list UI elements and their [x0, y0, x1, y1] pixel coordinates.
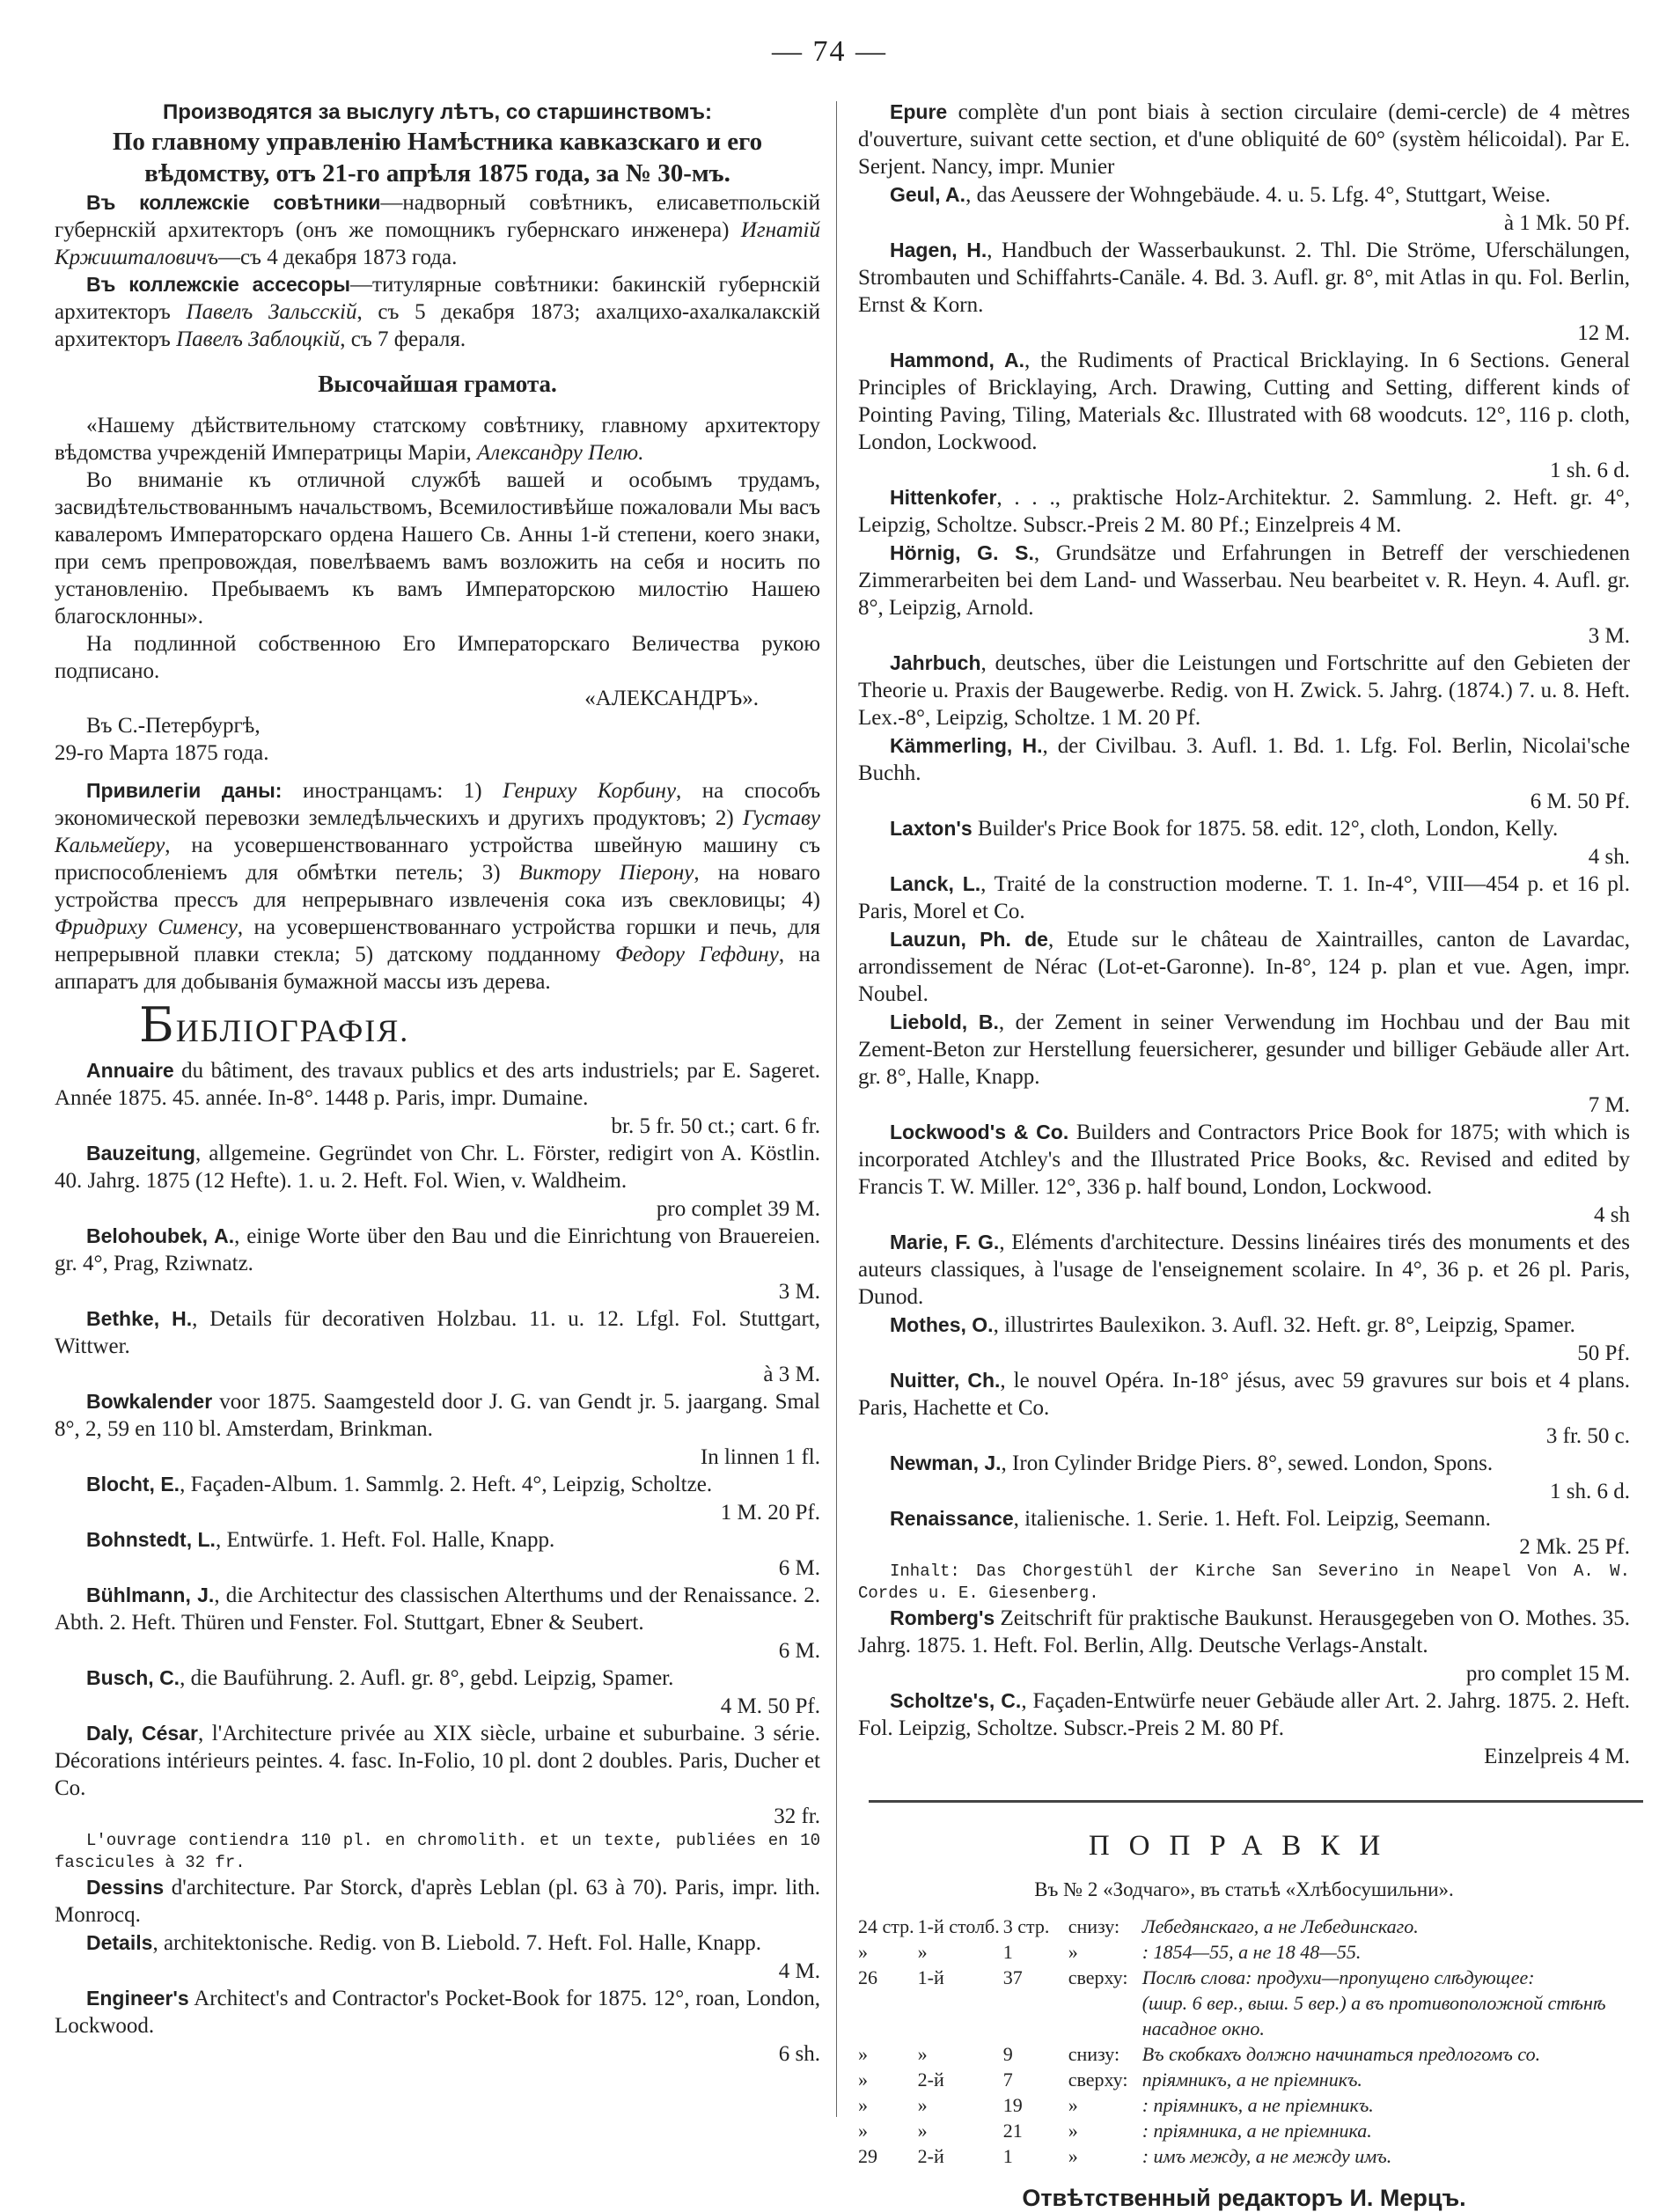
bibliography-list-right	[858, 99, 1630, 1770]
entry-price: 4 sh	[1594, 1203, 1630, 1227]
entry-text: Zeitschrift für praktische Baukunst. Herausgegeben von O. Mothes. 35. Jahrg. 1875. 1. Heft. Fol. Berlin, Allg. Deutsche Verlags-Anstalt.	[858, 1606, 1630, 1657]
bibliography-entry	[858, 1119, 1630, 1201]
bibliography-entry	[858, 347, 1630, 456]
promotion-rank-2: Въ коллежскіе ассесоры	[86, 273, 351, 296]
entry-title: Newman, J.	[890, 1451, 1002, 1474]
entry-price: br. 5 fr. 50 ct.; cart. 6 fr.	[611, 1114, 820, 1138]
entry-title: Hörnig, G. S.	[890, 541, 1034, 564]
entry-title: Jahrbuch	[890, 651, 981, 674]
person-name: Густаву Кальмейеру	[55, 806, 820, 857]
entry-title: Bauzeitung	[86, 1142, 195, 1165]
privileges-label: Привилегіи даны:	[86, 779, 283, 802]
correction-text: пріямникъ, а не пріемникъ.	[1141, 2069, 1362, 2091]
bibliography-entry	[858, 815, 1630, 842]
correction-column: 1-й столб.	[917, 1915, 1000, 1937]
correction-text: : пріямникъ, а не пріемникъ.	[1141, 2094, 1374, 2116]
entry-price: pro complet 15 M.	[1465, 1662, 1630, 1686]
entry-price: 6 M.	[778, 1556, 820, 1580]
bibliography-initial: Б	[139, 997, 176, 1053]
bibliography-entry	[55, 1665, 820, 1692]
correction-text: (шир. 6 вер., выш. 5 вер.) а въ противоположной стѣнѣ насадное окно.	[1141, 1992, 1606, 2039]
correction-line: 19	[1002, 2094, 1023, 2116]
person-name: Федору Гефдину	[615, 943, 779, 966]
person-name: Фридриху Сименсу	[55, 915, 238, 939]
entry-price: 7 M.	[1588, 1093, 1630, 1117]
bibliography-heading-text: ИБЛІОГРАФІЯ.	[175, 1013, 410, 1048]
entry-text: , das Aeussere der Wohngebäude. 4. u. 5. Lfg. 4°, Stuttgart, Weise.	[965, 183, 1551, 207]
correction-row	[856, 1914, 1613, 1939]
entry-price: 4 M. 50 Pf.	[720, 1694, 820, 1718]
correction-page: 24 стр.	[858, 1915, 914, 1937]
promotion-rank-1: Въ коллежскіе совѣтники	[86, 191, 381, 214]
entry-price: 1 sh. 6 d.	[1550, 1480, 1630, 1503]
entry-price: pro complet 39 M.	[656, 1197, 820, 1221]
entry-text: , italienische. 1. Serie. 1. Heft. Fol. Leipzig, Seemann.	[1013, 1507, 1491, 1531]
entry-title: Bowkalender	[86, 1390, 213, 1413]
correction-text: : 1854—55, а не 18 48—55.	[1141, 1941, 1362, 1963]
entry-text: , l'Architecture privée au XIX siècle, urbaine et suburbaine. 3 série. Décorations intérieurs peintes. 4. fasc. In-Folio, 10 pl. dont 2 doubles. Paris, Ducher et Co.	[55, 1722, 821, 1800]
correction-line: 3 стр.	[1002, 1915, 1050, 1937]
correction-direction: сверху:	[1068, 2069, 1128, 2091]
bibliography-entry	[858, 237, 1630, 319]
correction-column: »	[917, 1941, 928, 1963]
entry-text: , illustrirtes Baulexikon. 3. Aufl. 32. Heft. gr. 8°, Leipzig, Spamer.	[993, 1313, 1575, 1337]
entry-note: L'ouvrage contiendra 110 pl. en chromolith. et un texte, publiées en 10 fascicules à 32 fr.	[55, 1831, 820, 1872]
correction-line: 21	[1002, 2120, 1023, 2142]
correction-line	[1002, 1990, 1067, 2041]
entry-title: Hagen, H.	[890, 239, 987, 261]
correction-column	[916, 1990, 1002, 2041]
entry-text: , le nouvel Opéra. In-18° jésus, avec 59 gravures sur bois et 4 plans. Paris, Hachette et Co.	[858, 1369, 1630, 1420]
entry-title: Scholtze's, C.	[890, 1689, 1022, 1712]
entry-title: Blocht, E.	[86, 1473, 180, 1495]
entry-title: Marie, F. G.	[890, 1231, 1000, 1253]
entry-text: , Etude sur le château de Xaintrailles, canton de Lavardac, arrondissement de Nérac (Lot-et-Garonne). In-8°, 124 p. plan et vue. Agen, impr. Noubel.	[858, 928, 1631, 1006]
bibliography-entry	[55, 1388, 820, 1443]
entry-text: , allgemeine. Gegründet von Chr. L. Förster, redigirt von A. Köstlin. 40. Jahrg. 1875 (12 Hefte). 1. u. 2. Heft. Fol. Wien, v. Waldheim.	[55, 1142, 820, 1193]
bibliography-heading	[139, 997, 820, 1053]
entry-text: , Entwürfe. 1. Heft. Fol. Halle, Knapp.	[215, 1528, 555, 1552]
correction-line: 1	[1002, 1941, 1013, 1963]
bibliography-list-left	[55, 1057, 820, 2068]
entry-text: , Grundsätze und Erfahrungen in Betreff der verschiedenen Zimmerarbeiten bei dem Land- und Wasserbau. Neu bearbeitet v. R. Heyn. 4. Aufl. gr. 8°, Leipzig, Arnold.	[858, 541, 1631, 620]
entry-text: , Handbuch der Wasserbaukunst. 2. Thl. Die Ströme, Uferschälungen, Strombauten und Schiffahrts-Canäle. 4. Bd. 3. Aufl. gr. 8°, mit Atlas in qu. Fol. Berlin, Ernst & Korn.	[858, 239, 1630, 317]
gramota-paragraph-3: На подлинной собственною Его Императорскаго Величества рукою подписано.	[55, 632, 820, 683]
promotion-department: По главному управленію Намѣстника кавказскаго и его вѣдомству, отъ 21-го апрѣля 1875 года, за № 30-мъ.	[112, 128, 763, 187]
entry-price: 50 Pf.	[1577, 1341, 1630, 1365]
promotion-header: Производятся за выслугу лѣтъ, со старшинствомъ:	[162, 100, 713, 124]
entry-title: Engineer's	[86, 1987, 189, 2010]
entry-text: , Façaden-Album. 1. Sammlg. 2. Heft. 4°, Leipzig, Scholtze.	[180, 1473, 713, 1496]
correction-page: »	[858, 1941, 868, 1963]
entry-text: , architektonische. Redig. von B. Liebold. 7. Heft. Fol. Halle, Knapp.	[152, 1931, 761, 1955]
section-rule	[869, 1800, 1643, 1803]
entry-title: Bohnstedt, L.	[86, 1528, 216, 1551]
bibliography-entry	[858, 1367, 1630, 1422]
entry-text: du bâtiment, des travaux publics et des arts industriels; par E. Sageret. Année 1875. 45. année. In-8°. 1448 p. Paris, impr. Dumaine.	[55, 1059, 820, 1110]
entry-text: complète d'un pont biais à section circulaire (demi-cercle) de 4 mètres d'ouverture, suivant cette section, et d'une obliquité de 60° (systèm hélicoidal). Par E. Serjent. Nancy, impr. Munier	[858, 100, 1630, 179]
correction-row	[856, 1990, 1613, 2041]
bibliography-entry	[858, 1450, 1630, 1477]
bibliography-entry	[858, 1505, 1630, 1532]
entry-title: Romberg's	[890, 1606, 995, 1629]
person-name: Павелъ Зальсскій	[186, 300, 357, 324]
entry-title: Belohoubek, A.	[86, 1224, 235, 1247]
bibliography-entry	[858, 540, 1630, 621]
correction-column: »	[917, 2043, 928, 2065]
entry-text: voor 1875. Saamgesteld door J. G. van Gendt jr. 5. jaargang. Smal 8°, 2, 59 en 110 bl. Amsterdam, Brinkman.	[55, 1390, 820, 1441]
gramota-date: 29-го Марта 1875 года.	[55, 741, 269, 765]
entry-price: 3 M.	[1588, 624, 1630, 648]
entry-title: Details	[86, 1931, 153, 1954]
page-number: — 74 —	[772, 35, 887, 68]
gramota-signature: «АЛЕКСАНДРЪ».	[584, 687, 759, 710]
corrections-subtitle: Въ № 2 «Зодчаго», въ статьѣ «Хлѣбосушильни».	[1034, 1878, 1454, 1900]
bibliography-entry	[55, 1471, 820, 1498]
entry-price: 3 M.	[778, 1280, 820, 1304]
correction-row	[856, 2092, 1613, 2118]
gramota-place: Въ С.-Петербургѣ,	[86, 714, 261, 738]
privileges-paragraph: Привилегіи даны: иностранцамъ: 1) Генриху Корбину, на способъ экономической перевозки земледѣльческихъ и другихъ продуктовъ; 2) Густаву Кальмейеру, на усовершенствованнаго устройства швейную машину съ приспособленіемъ для обмѣтки петель; 3) Виктору Піерону, на новаго устройства прессъ для непрерывнаго извлеченія сока изъ свекловицы; 4) Фридриху Сименсу, на усовершенствованнаго устройства горшки и печь, для непрерывной плавки стекла; 5) датскому подданному Федору Гефдину, на аппаратъ для добыванія бумажной массы изъ дерева.	[55, 779, 821, 994]
entry-text: , Details für decorativen Holzbau. 11. u. 12. Lfgl. Fol. Stuttgart, Wittwer.	[55, 1307, 820, 1358]
entry-title: Bühlmann, J.	[86, 1584, 215, 1606]
entry-title: Lauzun, Ph. de	[890, 928, 1048, 951]
entry-text: , Traité de la construction moderne. T. 1. In-4°, VIII—454 p. et 16 pl. Paris, Morel et Co.	[858, 872, 1630, 923]
entry-title: Hittenkofer	[890, 486, 997, 509]
right-column	[858, 99, 1630, 2212]
entry-title: Lanck, L.	[890, 872, 981, 895]
entry-price: 4 sh.	[1588, 845, 1630, 869]
entry-text: Builders and Contractors Price Book for 1875; with which is incorporated Atchley's and the Illustrated Price Books, &c. Revised and edited by Francis T. W. Miller. 12°, 336 p. half bound, London, Lockwood.	[858, 1121, 1630, 1199]
entry-price: 6 sh.	[778, 2042, 820, 2066]
entry-title: Annuaire	[86, 1059, 174, 1082]
entry-title: Laxton's	[890, 817, 973, 840]
entry-price: 6 M.	[778, 1639, 820, 1663]
gramota-title: Высочайшая грамота.	[318, 371, 557, 397]
person-name: Александру Пелю.	[476, 441, 644, 465]
correction-page: »	[858, 2043, 868, 2065]
promotion-paragraph-1: Въ коллежскіе совѣтники—надворный совѣтникъ, елисаветпольскій губернскій архитекторъ (онъ же помощникъ губернскаго инженера) Игнатій Кржишталовичъ—съ 4 декабря 1873 года.	[55, 191, 821, 269]
bibliography-entry	[858, 1312, 1630, 1339]
entry-text: , die Bauführung. 2. Aufl. gr. 8°, gebd. Leipzig, Spamer.	[180, 1666, 674, 1690]
correction-page: 26	[858, 1966, 877, 1988]
correction-row	[856, 2143, 1613, 2169]
bibliography-entry	[858, 1687, 1630, 1742]
correction-line: 7	[1002, 2069, 1013, 2091]
correction-direction: снизу:	[1068, 1915, 1120, 1937]
entry-title: Nuitter, Ch.	[890, 1369, 1001, 1392]
person-name: Игнатій Кржишталовичъ	[55, 218, 821, 269]
bibliography-entry	[858, 484, 1630, 539]
correction-row	[856, 2067, 1613, 2092]
correction-column: »	[917, 2094, 928, 2116]
bibliography-entry	[858, 1229, 1630, 1311]
bibliography-entry	[55, 1223, 820, 1277]
correction-text: Послѣ слова: продухи—пропущено слѣдующее:	[1141, 1966, 1535, 1988]
entry-text: Architect's and Contractor's Pocket-Book for 1875. 12°, roan, London, Lockwood.	[55, 1987, 820, 2038]
editor-signature: Отвѣтственный редакторъ И. Мерцъ.	[1022, 2185, 1466, 2211]
entry-price: 2 Mk. 25 Pf.	[1519, 1535, 1630, 1559]
entry-text: , die Architectur des classischen Alterthums und der Renaissance. 2. Abth. 2. Heft. Thüren und Fenster. Fol. Stuttgart, Ebner & Seubert.	[55, 1584, 820, 1635]
entry-text: d'architecture. Par Storck, d'après Leblan (pl. 63 à 70). Paris, impr. lith. Monrocq.	[55, 1876, 820, 1927]
correction-text: Лебедянскаго, а не Лебединскаго.	[1141, 1915, 1419, 1937]
entry-title: Dessins	[86, 1876, 165, 1899]
correction-text: : имъ между, а не между имъ.	[1141, 2145, 1392, 2167]
gramota-paragraph-1: «Нашему дѣйствительному статскому совѣтнику, главному архитектору вѣдомства учрежденій Императрицы Маріи, Александру Пелю.	[55, 414, 820, 465]
entry-title: Liebold, B.	[890, 1010, 999, 1033]
entry-title: Busch, C.	[86, 1666, 180, 1689]
bibliography-entry	[858, 926, 1630, 1008]
bibliography-entry	[55, 1582, 820, 1636]
correction-direction	[1067, 1990, 1141, 2041]
person-name: Виктору Піерону	[518, 861, 694, 885]
bibliography-entry	[55, 1526, 820, 1554]
correction-direction: »	[1068, 2120, 1078, 2142]
entry-title: Mothes, O.	[890, 1313, 994, 1336]
entry-text: , deutsches, über die Leistungen und Fortschritte auf den Gebieten der Theorie u. Praxis der Baugewerbe. Redig. von H. Zwick. 5. Jahrg. (1874.) 7. u. 8. Heft. Lex.-8°, Leipzig, Scholtze. 1 M. 20 Pf.	[858, 651, 1630, 730]
correction-direction: снизу:	[1068, 2043, 1120, 2065]
correction-page: 29	[858, 2145, 877, 2167]
entry-price: 6 M. 50 Pf.	[1530, 790, 1630, 813]
correction-page: »	[858, 2120, 868, 2142]
entry-price: 4 M.	[778, 1959, 820, 1983]
bibliography-entry	[858, 732, 1630, 787]
bibliography-entry	[858, 99, 1630, 180]
entry-title: Hammond, A.	[890, 349, 1025, 371]
correction-text: Въ скобкахъ должно начинаться предлогомъ со.	[1141, 2043, 1541, 2065]
correction-line: 9	[1002, 2043, 1013, 2065]
correction-column: 2-й	[917, 2069, 944, 2091]
entry-title: Epure	[890, 100, 948, 123]
entry-text: , Eléments d'architecture. Dessins linéaires tirés des monuments et des auteurs classiques, à l'usage de l'enseignement scolaire. In 4°, 36 p. et 26 pl. Paris, Dunod.	[858, 1231, 1630, 1309]
entry-price: à 3 M.	[763, 1363, 820, 1386]
entry-text: , Iron Cylinder Bridge Piers. 8°, sewed. London, Spons.	[1001, 1451, 1494, 1475]
entry-price: 12 M.	[1577, 321, 1630, 345]
correction-direction: »	[1068, 2145, 1078, 2167]
bibliography-entry	[858, 871, 1630, 925]
correction-row	[856, 1939, 1613, 1965]
correction-line: 37	[1002, 1966, 1023, 1988]
correction-direction: »	[1068, 1941, 1078, 1963]
correction-direction: »	[1068, 2094, 1078, 2116]
entry-price: Einzelpreis 4 M.	[1484, 1745, 1630, 1768]
entry-price: In linnen 1 fl.	[700, 1445, 820, 1469]
column-divider	[836, 101, 837, 2117]
entry-price: 32 fr.	[774, 1804, 820, 1828]
bibliography-entry	[55, 1874, 820, 1929]
entry-title: Geul, A.	[890, 183, 966, 206]
bibliography-entry	[858, 181, 1630, 209]
correction-line: 1	[1002, 2145, 1013, 2167]
correction-text: : пріямника, а не пріемника.	[1141, 2120, 1372, 2142]
left-column	[55, 99, 820, 2068]
gramota-paragraph-2: Во вниманіе къ отличной службѣ вашей и особымъ трудамъ, засвидѣтельствованнымъ начальствомъ, Всемилостивѣйше пожаловали Мы васъ кавалеромъ Императорскаго ордена Нашего Св. Анны 1-й степени, коего знаки, при семъ препровождая, повелѣваемъ вамъ возложить на себя и носить по установленію. Пребываемъ къ вамъ Императорскою милостію Нашею благосклонны».	[55, 468, 820, 628]
person-name: Павелъ Заблоцкій	[176, 327, 341, 351]
correction-row	[856, 2041, 1613, 2067]
entry-price: 1 sh. 6 d.	[1550, 459, 1630, 482]
bibliography-entry	[55, 1720, 820, 1802]
correction-column: 2-й	[917, 2145, 944, 2167]
entry-text: Builder's Price Book for 1875. 58. edit. 12°, cloth, London, Kelly.	[972, 817, 1559, 841]
bibliography-entry	[55, 1057, 820, 1112]
correction-column: 1-й	[917, 1966, 944, 1988]
entry-price: 3 fr. 50 c.	[1545, 1424, 1630, 1448]
correction-page: »	[858, 2069, 868, 2091]
person-name: Генриху Корбину	[503, 779, 677, 803]
correction-column: »	[917, 2120, 928, 2142]
correction-row	[856, 1965, 1613, 1990]
entry-title: Bethke, H.	[86, 1307, 193, 1330]
promotion-paragraph-2: Въ коллежскіе ассесоры—титулярные совѣтники: бакинскій губернскій архитекторъ Павелъ Зальсскій, съ 5 декабря 1873; ахалцихо-ахалкалакскій архитекторъ Павелъ Заблоцкій, съ 7 фераля.	[55, 273, 820, 351]
entry-price: 1 M. 20 Pf.	[720, 1501, 820, 1525]
bibliography-entry	[55, 1929, 820, 1957]
entry-text: , der Civilbau. 3. Aufl. 1. Bd. 1. Lfg. Fol. Berlin, Nicolai'sche Buchh.	[858, 734, 1630, 785]
entry-title: Kämmerling, H.	[890, 734, 1043, 757]
entry-title: Daly, César	[86, 1722, 198, 1745]
entry-text: , der Zement in seiner Verwendung im Hochbau und der Bau mit Zement-Beton zur Herstellung feuersicherer, gesunder und billiger Gebäude aller Art. gr. 8°, Halle, Knapp.	[858, 1010, 1630, 1089]
entry-text: , . . ., praktische Holz-Architektur. 2. Sammlung. 2. Heft. gr. 4°, Leipzig, Scholtze. Subscr.-Preis 2 M. 80 Pf.; Einzelpreis 4 M.	[858, 486, 1630, 537]
entry-note: Inhalt: Das Chorgestühl der Kirche San Severino in Neapel Von A. W. Cordes u. E. Giesenberg.	[858, 1562, 1630, 1603]
bibliography-entry	[55, 1985, 820, 2039]
bibliography-entry	[55, 1140, 820, 1194]
bibliography-entry	[55, 1305, 820, 1360]
entry-text: , the Rudiments of Practical Bricklaying. In 6 Sections. General Principles of Bricklaying, Arch. Drawing, Cutting and Setting, different kinds of Pointing Paving, Tiling, Materials &c. Illustrated with 68 woodcuts. 12°, 116 p. cloth, London, Lockwood.	[858, 349, 1630, 454]
bibliography-entry	[858, 650, 1630, 731]
entry-text: , Façaden-Entwürfe neuer Gebäude aller Art. 2. Jahrg. 1875. 2. Heft. Fol. Leipzig, Scholtze. Subscr.-Preis 2 M. 80 Pf.	[858, 1689, 1630, 1740]
bibliography-entry	[858, 1009, 1630, 1091]
entry-title: Renaissance	[890, 1507, 1014, 1530]
entry-price: à 1 Mk. 50 Pf.	[1503, 211, 1630, 235]
entry-title: Lockwood's & Co.	[890, 1121, 1069, 1143]
entry-text: , einige Worte über den Bau und die Einrichtung von Brauereien. gr. 4°, Prag, Rziwnatz.	[55, 1224, 820, 1275]
corrections-table	[856, 1914, 1613, 2169]
corrections-title: ПОПРАВКИ	[1088, 1830, 1400, 1862]
correction-direction: сверху:	[1068, 1966, 1128, 1988]
bibliography-entry	[858, 1605, 1630, 1659]
correction-page	[856, 1990, 916, 2041]
correction-page: »	[858, 2094, 868, 2116]
correction-row	[856, 2118, 1613, 2143]
